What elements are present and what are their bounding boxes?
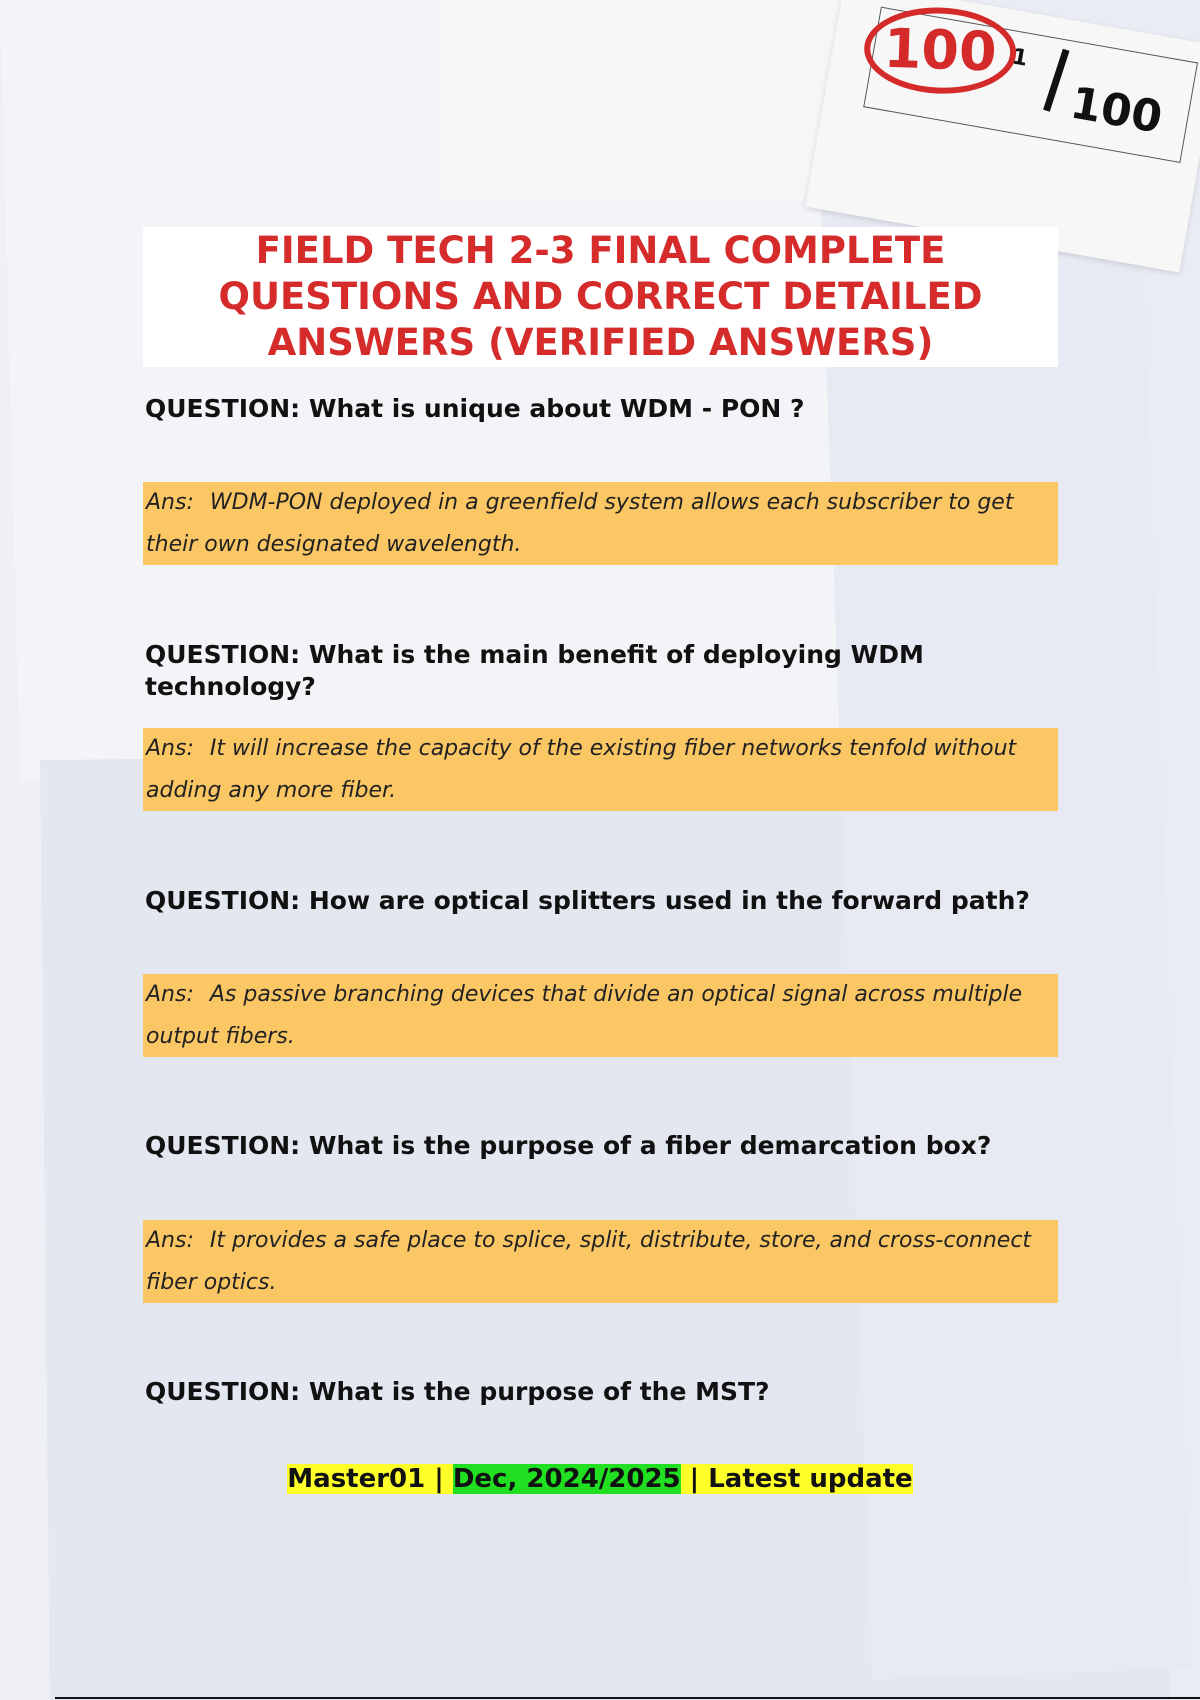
answer-1 [143, 482, 1058, 565]
answer-3 [143, 974, 1058, 1057]
answer-text: As passive branching devices that divide an optical signal across multiple output fibers. [146, 982, 1023, 1049]
question-1: QUESTION: What is unique about WDM - PON ? [145, 394, 805, 423]
footer-author: Master01 | [287, 1464, 453, 1494]
answer-text: WDM-PON deployed in a greenfield system allows each subscriber to get their own designated wavelength. [146, 490, 1014, 557]
question-5: QUESTION: What is the purpose of the MST? [145, 1377, 770, 1406]
answer-label: Ans: [146, 982, 194, 1007]
bottom-rule [55, 1697, 1200, 1699]
page-number: 1 [1010, 44, 1030, 72]
answer-label: Ans: [146, 490, 194, 515]
answer-label: Ans: [146, 1228, 194, 1253]
footer-date: Dec, 2024/2025 [452, 1464, 681, 1494]
answer-text: It will increase the capacity of the existing fiber networks tenfold without adding any more fiber. [146, 736, 1017, 803]
score-seal: 100 [863, 5, 1018, 96]
answer-4 [143, 1220, 1058, 1303]
document-title: FIELD TECH 2-3 FINAL COMPLETE QUESTIONS AND CORRECT DETAILED ANSWERS (VERIFIED ANSWERS) [218, 229, 983, 364]
answer-text: It provides a safe place to splice, split, distribute, store, and cross-connect fiber optics. [146, 1228, 1032, 1295]
score-total: 100 [1066, 77, 1167, 144]
question-2: QUESTION: What is the main benefit of deploying WDM technology? [145, 640, 924, 701]
answer-2 [143, 728, 1058, 811]
question-3: QUESTION: How are optical splitters used in the forward path? [145, 886, 1030, 915]
footer-tag: | Latest update [680, 1464, 913, 1494]
title-box [143, 227, 1058, 367]
question-4: QUESTION: What is the purpose of a fiber demarcation box? [145, 1131, 992, 1160]
answer-label: Ans: [146, 736, 194, 761]
footer-line [0, 1462, 1200, 1496]
